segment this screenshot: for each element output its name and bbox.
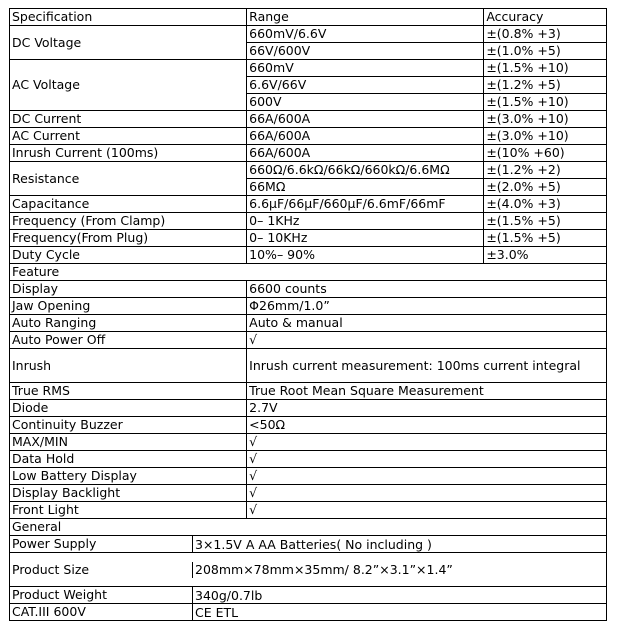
table-row [10,485,607,502]
general-value: CE ETL [195,604,239,620]
dc-voltage-accuracy: ±(0.8% +3) [484,26,607,43]
feature-value: √ [247,502,607,519]
dc-voltage-label: DC Voltage [10,26,247,60]
table-row [10,536,607,553]
ac-voltage-range: 6.6V/66V [247,77,484,94]
feature-value: √ [247,332,607,349]
dc-current-label: DC Current [10,111,247,128]
table-row [10,111,607,128]
table-row [10,451,607,468]
capacitance-range: 6.6μF/66μF/660μF/6.6mF/66mF [247,196,484,213]
resistance-range: 660Ω/6.6kΩ/66kΩ/660kΩ/6.6MΩ [247,162,484,179]
dc-current-range: 66A/600A [247,111,484,128]
table-row [10,400,607,417]
feature-table-body [10,281,607,519]
feature-value: Φ26mm/1.0” [247,298,607,315]
table-row [10,315,607,332]
general-row-cell [10,553,607,587]
general-label: CAT.III 600V [10,604,193,620]
freq-plug-accuracy: ±(1.5% +5) [484,230,607,247]
table-row [10,417,607,434]
header-range: Range [247,9,484,26]
table-row [10,553,607,587]
general-section-label: General [10,519,607,536]
header-row [10,9,607,26]
general-label: Power Supply [10,536,193,552]
table-row [10,26,607,43]
table-row [10,349,607,383]
feature-label: Continuity Buzzer [10,417,247,434]
general-row-cell [10,536,607,553]
table-row [10,60,607,77]
table-row [10,298,607,315]
feature-value: Inrush current measurement: 100ms current integral [247,349,607,383]
ac-current-range: 66A/600A [247,128,484,145]
ac-voltage-label: AC Voltage [10,60,247,111]
feature-value: Auto & manual [247,315,607,332]
spec-sheet [9,8,607,621]
feature-label: Display Backlight [10,485,247,502]
feature-label: Display [10,281,247,298]
spec-table [9,8,607,621]
general-value: 208mm×78mm×35mm/ 8.2”×3.1”×1.4” [195,562,453,577]
feature-value: True Root Mean Square Measurement [247,383,607,400]
ac-voltage-accuracy: ±(1.5% +10) [484,60,607,77]
feature-label: MAX/MIN [10,434,247,451]
duty-cycle-label: Duty Cycle [10,247,247,264]
table-row [10,604,607,621]
table-row [10,247,607,264]
table-row [10,281,607,298]
header-accuracy: Accuracy [484,9,607,26]
dc-voltage-range: 660mV/6.6V [247,26,484,43]
table-row [10,145,607,162]
capacitance-accuracy: ±(4.0% +3) [484,196,607,213]
general-table-body [10,536,607,621]
feature-value: √ [247,451,607,468]
feature-label: Inrush [10,349,247,383]
feature-label: Diode [10,400,247,417]
capacitance-label: Capacitance [10,196,247,213]
table-row [10,502,607,519]
feature-label: Auto Ranging [10,315,247,332]
table-row [10,332,607,349]
feature-section-row [10,264,607,281]
inrush-current-accuracy: ±(10% +60) [484,145,607,162]
feature-label: Low Battery Display [10,468,247,485]
resistance-accuracy: ±(2.0% +5) [484,179,607,196]
resistance-range: 66MΩ [247,179,484,196]
ac-current-label: AC Current [10,128,247,145]
feature-label: Front Light [10,502,247,519]
general-row-cell [10,587,607,604]
table-row [10,162,607,179]
table-row [10,213,607,230]
ac-voltage-range: 600V [247,94,484,111]
header-spec: Specification [10,9,247,26]
feature-value: √ [247,434,607,451]
feature-value: 2.7V [247,400,607,417]
duty-cycle-accuracy: ±3.0% [484,247,607,264]
feature-label: True RMS [10,383,247,400]
table-row [10,196,607,213]
freq-clamp-label: Frequency (From Clamp) [10,213,247,230]
resistance-label: Resistance [10,162,247,196]
table-row [10,587,607,604]
feature-label: Data Hold [10,451,247,468]
table-row [10,434,607,451]
inrush-current-label: Inrush Current (100ms) [10,145,247,162]
general-row-cell [10,604,607,621]
ac-current-accuracy: ±(3.0% +10) [484,128,607,145]
feature-value: √ [247,485,607,502]
duty-cycle-range: 10%– 90% [247,247,484,264]
general-value: 3×1.5V A AA Batteries( No including ) [195,536,432,552]
general-section-row [10,519,607,536]
feature-value: 6600 counts [247,281,607,298]
inrush-current-range: 66A/600A [247,145,484,162]
general-label: Product Weight [10,587,193,603]
dc-current-accuracy: ±(3.0% +10) [484,111,607,128]
feature-value: √ [247,468,607,485]
resistance-accuracy: ±(1.2% +2) [484,162,607,179]
dc-voltage-accuracy: ±(1.0% +5) [484,43,607,60]
freq-plug-label: Frequency(From Plug) [10,230,247,247]
freq-clamp-accuracy: ±(1.5% +5) [484,213,607,230]
feature-value: <50Ω [247,417,607,434]
general-label: Product Size [10,562,193,578]
feature-label: Auto Power Off [10,332,247,349]
table-row [10,230,607,247]
table-row [10,128,607,145]
feature-label: Jaw Opening [10,298,247,315]
table-row [10,468,607,485]
table-row [10,383,607,400]
ac-voltage-accuracy: ±(1.5% +10) [484,94,607,111]
general-value: 340g/0.7lb [195,587,263,603]
dc-voltage-range: 66V/600V [247,43,484,60]
ac-voltage-accuracy: ±(1.2% +5) [484,77,607,94]
feature-section-label: Feature [10,264,607,281]
freq-plug-range: 0– 10KHz [247,230,484,247]
ac-voltage-range: 660mV [247,60,484,77]
freq-clamp-range: 0– 1KHz [247,213,484,230]
